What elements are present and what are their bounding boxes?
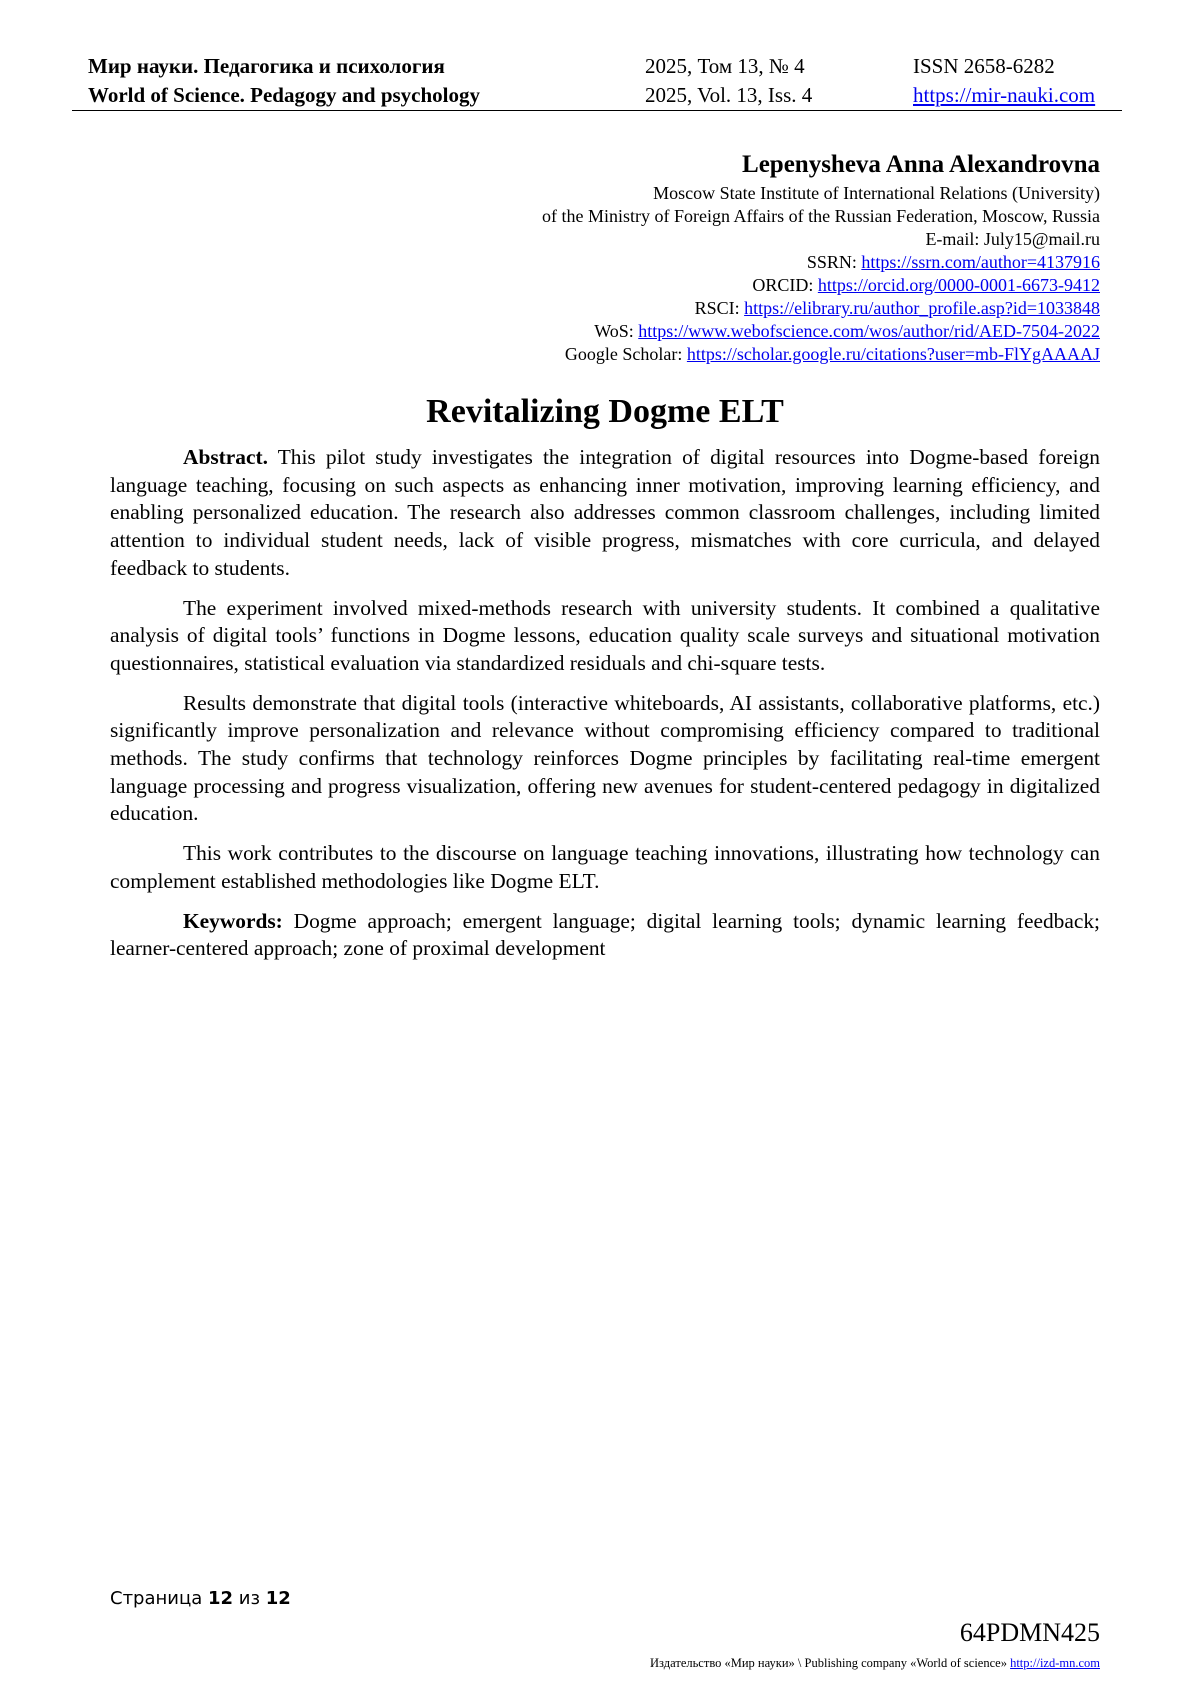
publisher-text: Издательство «Мир науки» \ Publishing company «World of science» [650, 1656, 1011, 1670]
abstract-label: Abstract. [183, 445, 268, 469]
scholar-label: Google Scholar: [564, 344, 687, 364]
orcid-line [380, 274, 1100, 297]
ssrn-link[interactable]: https://ssrn.com/author=4137916 [861, 252, 1100, 272]
rsci-link[interactable]: https://elibrary.ru/author_profile.asp?id=1033848 [744, 298, 1100, 318]
ssrn-line [380, 251, 1100, 274]
abstract-text-1: This pilot study investigates the integration of digital resources into Dogme-based foreign language teaching, focusing on such aspects as enhancing inner motivation, improving learning efficiency, and enabling personalized education. The research also addresses common classroom challenges, including limited attention to individual student needs, lack of visible progress, mismatches with core curricula, and delayed feedback to students. [110, 445, 1100, 580]
volume-ru: 2025, Том 13, № 4 [645, 54, 805, 78]
article-body [110, 444, 1100, 975]
article-code: 64PDMN425 [959, 1618, 1100, 1647]
publisher-link[interactable]: http://izd-mn.com [1010, 1656, 1100, 1670]
keywords-text: Dogme approach; emergent language; digital learning tools; dynamic learning feedback; learner-centered approach; zone of proximal development [110, 908, 1100, 961]
page-number [110, 1588, 291, 1609]
scholar-line [380, 343, 1100, 366]
volume-en: 2025, Vol. 13, Iss. 4 [645, 83, 813, 107]
journal-title-en: World of Science. Pedagogy and psychology [88, 83, 481, 107]
affiliation-line-2: of the Ministry of Foreign Affairs of the Russian Federation, Moscow, Russia [542, 206, 1100, 226]
issn-block [913, 52, 1095, 110]
author-email: E-mail: July15@mail.ru [925, 229, 1100, 249]
issn: ISSN 2658-6282 [913, 54, 1055, 78]
wos-label: WoS: [594, 321, 639, 341]
journal-header [72, 52, 1122, 111]
journal-site-link[interactable]: https://mir-nauki.com [913, 83, 1096, 107]
abstract-paragraph-4: This work contributes to the discourse on language teaching innovations, illustrating how technology can complement established methodologies like Dogme ELT. [110, 841, 1100, 893]
article-title: Revitalizing Dogme ELT [426, 393, 784, 430]
author-name: Lepenysheva Anna Alexandrovna [742, 151, 1100, 178]
scholar-link[interactable]: https://scholar.google.ru/citations?user=mb-FlYgAAAAJ [686, 344, 1100, 364]
keywords-paragraph [110, 908, 1100, 963]
wos-link[interactable]: https://www.webofscience.com/wos/author/rid/AED-7504-2022 [638, 321, 1100, 341]
volume-block [645, 52, 812, 110]
rsci-line [380, 297, 1100, 320]
page-word: Страница [110, 1588, 208, 1609]
page-total: 12 [265, 1588, 291, 1609]
publisher-line [650, 1656, 1100, 1671]
wos-line [380, 320, 1100, 343]
abstract-paragraph-3: Results demonstrate that digital tools (interactive whiteboards, AI assistants, collaborative platforms, etc.) significantly improve personalization and relevance without compromising efficiency compared to traditional methods. The study confirms that technology reinforces Dogme principles by facilitating real-time emergent language processing and progress visualization, offering new avenues for student-centered pedagogy in digitalized education. [110, 690, 1100, 826]
abstract-paragraph-2: The experiment involved mixed-methods research with university students. It combined a qualitative analysis of digital tools’ functions in Dogme lessons, education quality scale surveys and situational motivation questionnaires, statistical evaluation via standardized residuals and chi-square tests. [110, 595, 1100, 675]
abstract-paragraph-1 [110, 444, 1100, 583]
ssrn-label: SSRN: [806, 252, 862, 272]
journal-title-ru: Мир науки. Педагогика и психология [88, 54, 445, 78]
keywords-label: Keywords: [183, 908, 283, 933]
page-current: 12 [207, 1588, 234, 1609]
rsci-label: RSCI: [694, 298, 745, 318]
journal-title-block [88, 52, 480, 110]
orcid-link[interactable]: https://orcid.org/0000-0001-6673-9412 [817, 275, 1100, 295]
author-info [380, 148, 1100, 366]
affiliation-line-1: Moscow State Institute of International Relations (University) [653, 183, 1100, 203]
page-of: из [233, 1588, 266, 1609]
orcid-label: ORCID: [752, 275, 818, 295]
